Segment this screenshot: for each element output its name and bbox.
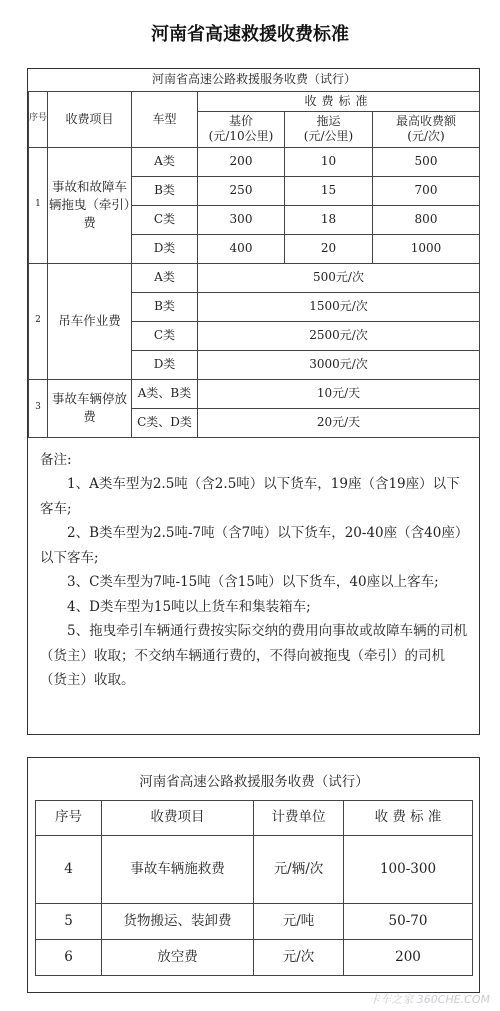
- header-tow: 拖运 (元/公里): [285, 111, 373, 147]
- table-cell: 放空费: [102, 939, 254, 975]
- table-cell: 700: [373, 176, 480, 205]
- table-cell: 3000元/次: [198, 350, 480, 379]
- group2-seq: 2: [29, 263, 48, 379]
- table-caption: 河南省高速公路救援服务收费（试行）: [29, 69, 480, 91]
- table-cell: 4: [36, 835, 102, 903]
- table-cell: 元/次: [254, 939, 344, 975]
- header-seq: 序号: [29, 91, 48, 147]
- rescue-fee-table: [28, 69, 480, 438]
- table-cell: 10: [285, 147, 373, 176]
- table-cell: C类、D类: [132, 408, 198, 437]
- header-max: 最高收费额 (元/次): [373, 111, 480, 147]
- note-item: 1、A类车型为2.5吨（含2.5吨）以下货车，19座（含19座）以下客车;: [40, 476, 460, 517]
- extra-fee-table: [35, 766, 473, 976]
- header-item: 收费项目: [102, 800, 254, 835]
- table-row: [36, 939, 473, 975]
- note-item: 5、拖曳牵引车辆通行费按实际交纳的费用向事故或故障车辆的司机（货主）收取；不交纳车辆通行费的，不得向被拖曳（牵引）的司机（货主）收取。: [40, 623, 468, 688]
- table-cell: 100-300: [344, 835, 473, 903]
- table-cell: 200: [344, 939, 473, 975]
- watermark-logo: 卡车之家 360CHE.COM: [369, 993, 490, 1006]
- table-cell: 事故车辆施救费: [102, 835, 254, 903]
- table-row: [36, 835, 473, 903]
- table-cell: 500元/次: [198, 263, 480, 292]
- table-cell: B类: [132, 176, 198, 205]
- header-item: 收费项目: [48, 91, 132, 147]
- table-cell: C类: [132, 205, 198, 234]
- table-cell: 6: [36, 939, 102, 975]
- table-cell: 1000: [373, 234, 480, 263]
- table-cell: A类: [132, 147, 198, 176]
- table-cell: 20: [285, 234, 373, 263]
- notes-section: [28, 438, 479, 693]
- table-cell: 15: [285, 176, 373, 205]
- header-seq: 序号: [36, 800, 102, 835]
- fee-standard-block: [27, 68, 480, 735]
- header-standard: 收费标准: [198, 91, 480, 111]
- table-cell: B类: [132, 292, 198, 321]
- extra-fee-block: [27, 757, 480, 993]
- table-cell: 250: [198, 176, 285, 205]
- table-cell: C类: [132, 321, 198, 350]
- group2-item: 吊车作业费: [48, 263, 132, 379]
- group3-seq: 3: [29, 379, 48, 437]
- table-cell: A类、B类: [132, 379, 198, 408]
- note-item: 4、D类车型为15吨以上货车和集装箱车;: [67, 598, 311, 615]
- group1-seq: 1: [29, 147, 48, 263]
- table-cell: 1500元/次: [198, 292, 480, 321]
- header-model: 车型: [132, 91, 198, 147]
- table-caption: 河南省高速公路救援服务收费（试行）: [36, 766, 473, 800]
- table-cell: 400: [198, 234, 285, 263]
- table-cell: 元/辆/次: [254, 835, 344, 903]
- group1-item: 事故和故障车辆拖曳（牵引）费: [48, 147, 132, 263]
- table-cell: 500: [373, 147, 480, 176]
- table-cell: 5: [36, 903, 102, 939]
- table-cell: D类: [132, 234, 198, 263]
- header-standard: 收 费 标 准: [344, 800, 473, 835]
- table-cell: 50-70: [344, 903, 473, 939]
- table-cell: 10元/天: [198, 379, 480, 408]
- table-cell: D类: [132, 350, 198, 379]
- page-title: 河南省高速救援收费标准: [151, 24, 349, 45]
- note-item: 3、C类车型为7吨-15吨（含15吨）以下货车，40座以上客车;: [67, 574, 439, 590]
- table-cell: 300: [198, 205, 285, 234]
- table-row: [36, 903, 473, 939]
- table-cell: 元/吨: [254, 903, 344, 939]
- table-cell: 18: [285, 205, 373, 234]
- table-cell: 货物搬运、装卸费: [102, 903, 254, 939]
- table-cell: 2500元/次: [198, 321, 480, 350]
- table-cell: A类: [132, 263, 198, 292]
- table-cell: 800: [373, 205, 480, 234]
- table-cell: 20元/天: [198, 408, 480, 437]
- table-cell: 200: [198, 147, 285, 176]
- group3-item: 事故车辆停放费: [48, 379, 132, 437]
- note-item: 2、B类车型为2.5吨-7吨（含7吨）以下货车，20-40座（含40座）以下客车;: [40, 525, 469, 566]
- header-base: 基价 (元/10公里): [198, 111, 285, 147]
- notes-heading: 备注:: [40, 451, 72, 468]
- header-unit: 计费单位: [254, 800, 344, 835]
